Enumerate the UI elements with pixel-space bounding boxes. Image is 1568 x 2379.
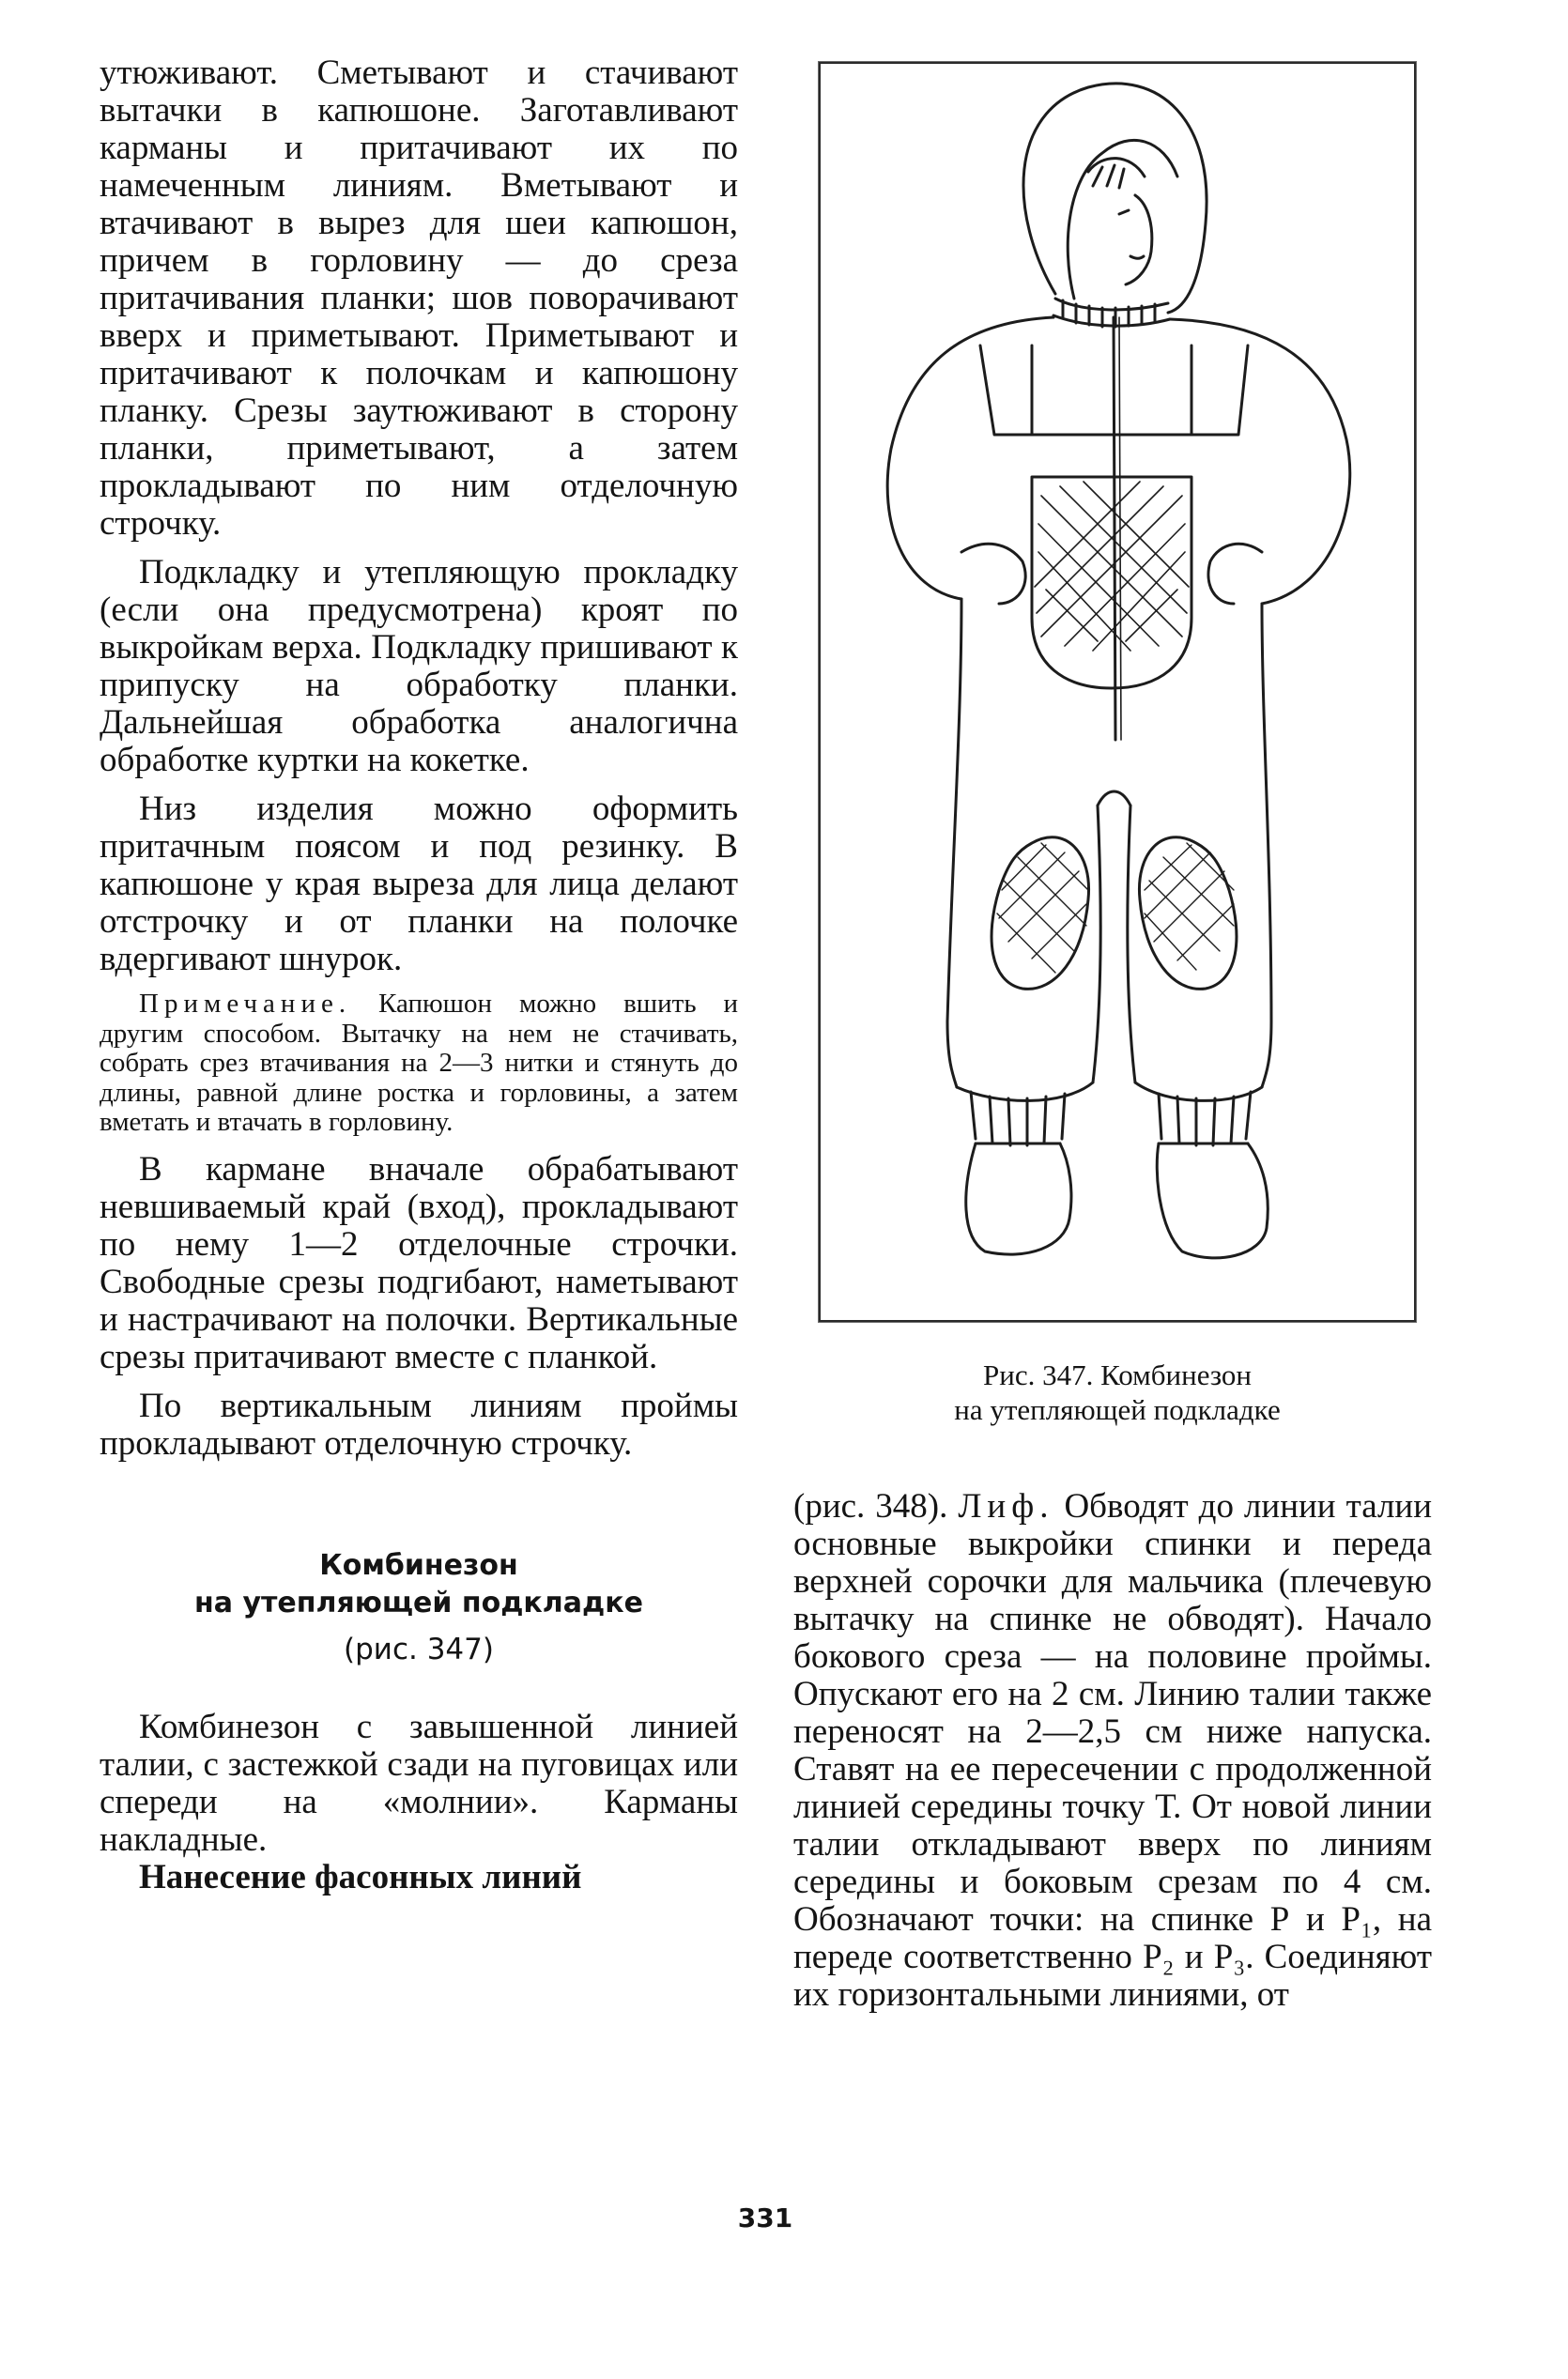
paragraph: Комбинезон с завышенной линией талии, с застежкой сзади на пуговицах или спереди на «молнии». Карманы накладные. xyxy=(100,1707,738,1859)
right-text-column xyxy=(793,1488,1432,2025)
paragraph xyxy=(793,1488,1432,2014)
note-paragraph xyxy=(100,990,738,1138)
note-text: Капюшон можно вшить и другим способом. Вытачку на нем не стачивать, собрать срез втачивания на 2—3 нитки и стянуть до длины, равной длине ростка и горловины, а затем вметать и втачать в горловину. xyxy=(100,989,739,1137)
section-heading-line: Комбинезон xyxy=(319,1548,518,1582)
paragraph: В кармане вначале обрабатывают невшиваемый край (вход), прокладывают по нему 1—2 отделочные строчки. Свободные срезы подгибают, наметывают и настрачивают на полочки. Вертикальные срезы притачивают вместе с планкой. xyxy=(100,1149,738,1376)
jumpsuit-drawing xyxy=(821,64,1414,1320)
left-text-column xyxy=(100,54,738,1908)
figure-illustration xyxy=(819,62,1416,1322)
paragraph: Подкладку и утепляющую прокладку (если она предусмотрена) кроят по выкройкам верха. Подкладку пришивают к припуску на обработку планки. Дальнейшая обработка аналогична обработке куртки на кокетке. xyxy=(100,553,738,779)
figure-reference: (рис. 348). xyxy=(793,1487,948,1526)
paragraph: По вертикальным линиям проймы прокладывают отделочную строчку. xyxy=(100,1386,738,1463)
figure-caption-line: на утепляющей подкладке xyxy=(954,1393,1281,1426)
paragraph-text: Обводят до линии талии основные выкройки спинки и переда верхней сорочки для мальчика (плечевую вытачку на спинке не обводят). Начало бокового среза — на половине проймы. Опускают его на 2 см. Линию талии также переносят на 2—2,5 см ниже напуска. Ставят на ее пересечении с продолженной линией середины точку Т. От новой линии талии откладывают вверх по линиям середины и боковым срезам по 4 см. Обозначают точки: на спинке Р и Р₁, на переде соответственно Р₂ и Р₃. Соединяют их горизонтальными линиями, от xyxy=(793,1487,1433,2014)
section-heading xyxy=(100,1547,738,1671)
run-in-term: Лиф. xyxy=(958,1487,1054,1526)
figure-caption xyxy=(807,1358,1427,1427)
figure-caption-line: Рис. 347. Комбинезон xyxy=(983,1358,1252,1391)
paragraph: утюживают. Сметывают и стачивают вытачки в капюшоне. Заготавливают карманы и притачивают их по намеченным линиям. Вметывают и втачивают в вырез для шеи капюшон, причем в горловину — до среза притачивания планки; шов поворачивают вверх и приметывают. Приметывают и притачивают к полочкам и капюшону планку. Срезы заутюживают в сторону планки, приметывают, а затем прокладывают по ним отделочную строчку. xyxy=(100,54,738,543)
section-heading-line: на утепляющей подкладке xyxy=(194,1586,643,1619)
page-number: 331 xyxy=(737,2202,793,2233)
section-heading-figure-ref: (рис. 347) xyxy=(344,1632,494,1666)
note-label: Примечание. xyxy=(139,989,352,1019)
subheading-run-in: Нанесение фасонных линий xyxy=(139,1857,582,1896)
paragraph: Низ изделия можно оформить притачным поясом и под резинку. В капюшоне у края выреза для лица делают отстрочку и от планки на полочке вдергивают шнурок. xyxy=(100,790,738,978)
